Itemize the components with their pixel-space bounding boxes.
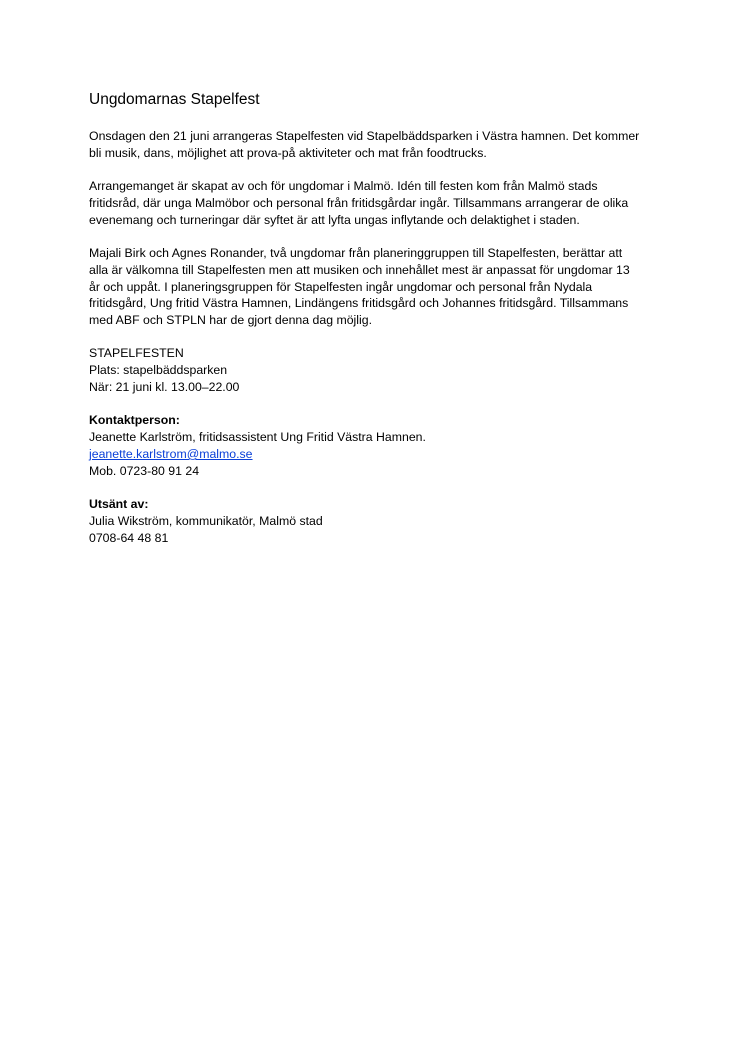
paragraph-line: evenemang och turneringar där syftet är att lyfta ungas inflytande och delaktighet i staden. (89, 212, 580, 227)
paragraph-organizers (89, 245, 669, 329)
paragraph-line: Onsdagen den 21 juni arrangeras Stapelfesten vid Stapelbäddsparken i Västra hamnen. Det kommer (89, 129, 640, 143)
paragraph-line: bli musik, dans, möjlighet att prova-på aktiviteter och mat från foodtrucks. (89, 145, 487, 160)
sender-info (89, 496, 669, 546)
event-name: STAPELFESTEN (89, 346, 184, 361)
document-page (89, 90, 669, 563)
paragraph-intro (89, 128, 669, 162)
event-info (89, 345, 669, 395)
contact-phone: Mob. 0723-80 91 24 (89, 463, 200, 478)
paragraph-line: med ABF och STPLN har de gjort denna dag möjlig. (89, 313, 372, 328)
paragraph-line: Arrangemanget är skapat av och för ungdomar i Malmö. Idén till festen kom från Malmö stads (89, 179, 598, 194)
page-title: Ungdomarnas Stapelfest (89, 91, 260, 108)
paragraph-line: år och uppåt. I planeringsgruppen för Stapelfesten ingår ungdomar och personal från Nydala (89, 279, 593, 294)
sender-name: Julia Wikström, kommunikatör, Malmö stad (89, 513, 323, 528)
paragraph-line: fritidsråd, där unga Malmöbor och personal från fritidsgårdar ingår. Tillsammans arrangerar de olika (89, 195, 629, 210)
paragraph-background (89, 178, 669, 228)
contact-info (89, 412, 669, 479)
sender-phone: 0708-64 48 81 (89, 530, 169, 545)
event-time: När: 21 juni kl. 13.00–22.00 (89, 380, 240, 395)
sender-heading: Utsänt av: (89, 497, 149, 512)
paragraph-line: fritidsgård, Ung fritid Västra Hamnen, Lindängens fritidsgård och Johannes fritidsgård. Tillsammans (89, 296, 629, 311)
event-place: Plats: stapelbäddsparken (89, 363, 228, 378)
contact-email-link[interactable]: jeanette.karlstrom@malmo.se (89, 446, 253, 461)
contact-heading: Kontaktperson: (89, 413, 180, 428)
contact-name: Jeanette Karlström, fritidsassistent Ung Fritid Västra Hamnen. (89, 430, 426, 445)
paragraph-line: Majali Birk och Agnes Ronander, två ungdomar från planeringgruppen till Stapelfesten, berättar att (89, 245, 623, 260)
paragraph-line: alla är välkomna till Stapelfesten men att musiken och innehållet mest är anpassat för ungdomar 13 (89, 262, 630, 277)
